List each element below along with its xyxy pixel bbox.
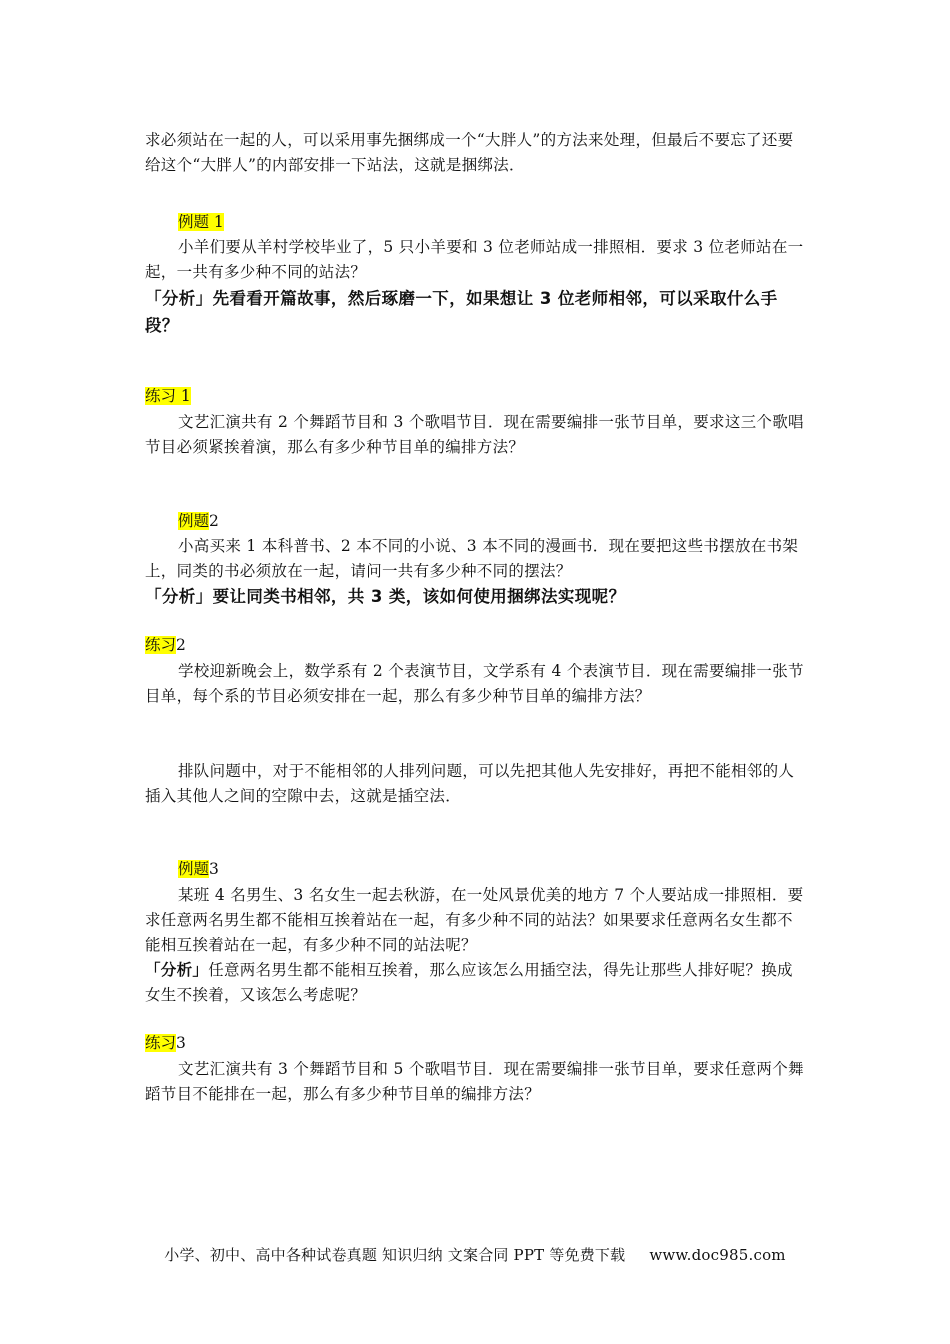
practice-1-label <box>145 386 191 406</box>
practice-2-label-highlight: 练习 <box>145 636 177 654</box>
practice-2-body: 学校迎新晚会上，数学系有 2 个表演节目，文学系有 4 个表演节目．现在需要编排一张节目单，每个系的节目必须安排在一起，那么有多少种节目单的编排方法？ <box>145 662 804 705</box>
example-3-analysis-tag: 「分析」 <box>145 961 209 979</box>
practice-1-label-highlight: 练习 1 <box>145 387 191 405</box>
bundling-method-text: 求必须站在一起的人，可以采用事先捆绑成一个“大胖人”的方法来处理，但最后不要忘了还要给这个“大胖人”的内部安排一下站法，这就是捆绑法． <box>145 131 794 174</box>
example-3-label-number: 3 <box>209 860 219 878</box>
example-3-body: 某班 4 名男生、3 名女生一起去秋游，在一处风景优美的地方 7 个人要站成一排照相．要求任意两名男生都不能相互挨着站在一起，有多少种不同的站法？如果要求任意两名女生都不能相互挨着站在一起，有多少种不同的站法呢？ <box>145 886 804 954</box>
example-2-label <box>178 511 219 531</box>
example-1-label-highlight: 例题 1 <box>178 213 224 231</box>
example-1-body: 小羊们要从羊村学校毕业了，5 只小羊要和 3 位老师站成一排照相．要求 3 位老师站在一起，一共有多少种不同的站法？ <box>145 238 804 281</box>
practice-1-body: 文艺汇演共有 2 个舞蹈节目和 3 个歌唱节目．现在需要编排一张节目单，要求这三个歌唱节目必须紧挨着演，那么有多少种节目单的编排方法？ <box>145 413 804 456</box>
example-1-label <box>178 212 224 232</box>
example-2-label-number: 2 <box>209 512 219 530</box>
footer-site-link[interactable]: www.doc985.com <box>649 1246 786 1264</box>
example-2-analysis: 「分析」要让同类书相邻，共 3 类，该如何使用捆绑法实现呢？ <box>145 587 626 606</box>
example-3-label-highlight: 例题 <box>178 860 210 878</box>
practice-3-body: 文艺汇演共有 3 个舞蹈节目和 5 个歌唱节目．现在需要编排一张节目单，要求任意两个舞蹈节目不能排在一起，那么有多少种节目单的编排方法？ <box>145 1060 804 1103</box>
insertion-method-text: 排队问题中，对于不能相邻的人排列问题，可以先把其他人先安排好，再把不能相邻的人插入其他人之间的空隙中去，这就是插空法． <box>145 762 795 805</box>
example-3-analysis <box>145 958 807 1008</box>
practice-3-label-highlight: 练习 <box>145 1034 177 1052</box>
example-2-body: 小高买来 1 本科普书、2 本不同的小说、3 本不同的漫画书．现在要把这些书摆放在书架上，同类的书必须放在一起，请问一共有多少种不同的摆法？ <box>145 537 799 580</box>
example-2-label-highlight: 例题 <box>178 512 210 530</box>
footer-text: 小学、初中、高中各种试卷真题 知识归纳 文案合同 PPT 等免费下载 <box>164 1246 626 1264</box>
page-footer <box>0 1244 950 1266</box>
practice-3-label-number: 3 <box>176 1034 186 1052</box>
example-3-label <box>178 859 219 879</box>
example-3-analysis-text: 任意两名男生都不能相互挨着，那么应该怎么用插空法，得先让那些人排好呢？换成女生不挨着，又该怎么考虑呢？ <box>145 961 793 1004</box>
example-1-analysis: 「分析」先看看开篇故事，然后琢磨一下，如果想让 3 位老师相邻，可以采取什么手段？ <box>145 289 778 335</box>
practice-2-label <box>145 635 186 655</box>
practice-3-label <box>145 1033 186 1053</box>
practice-2-label-number: 2 <box>176 636 186 654</box>
